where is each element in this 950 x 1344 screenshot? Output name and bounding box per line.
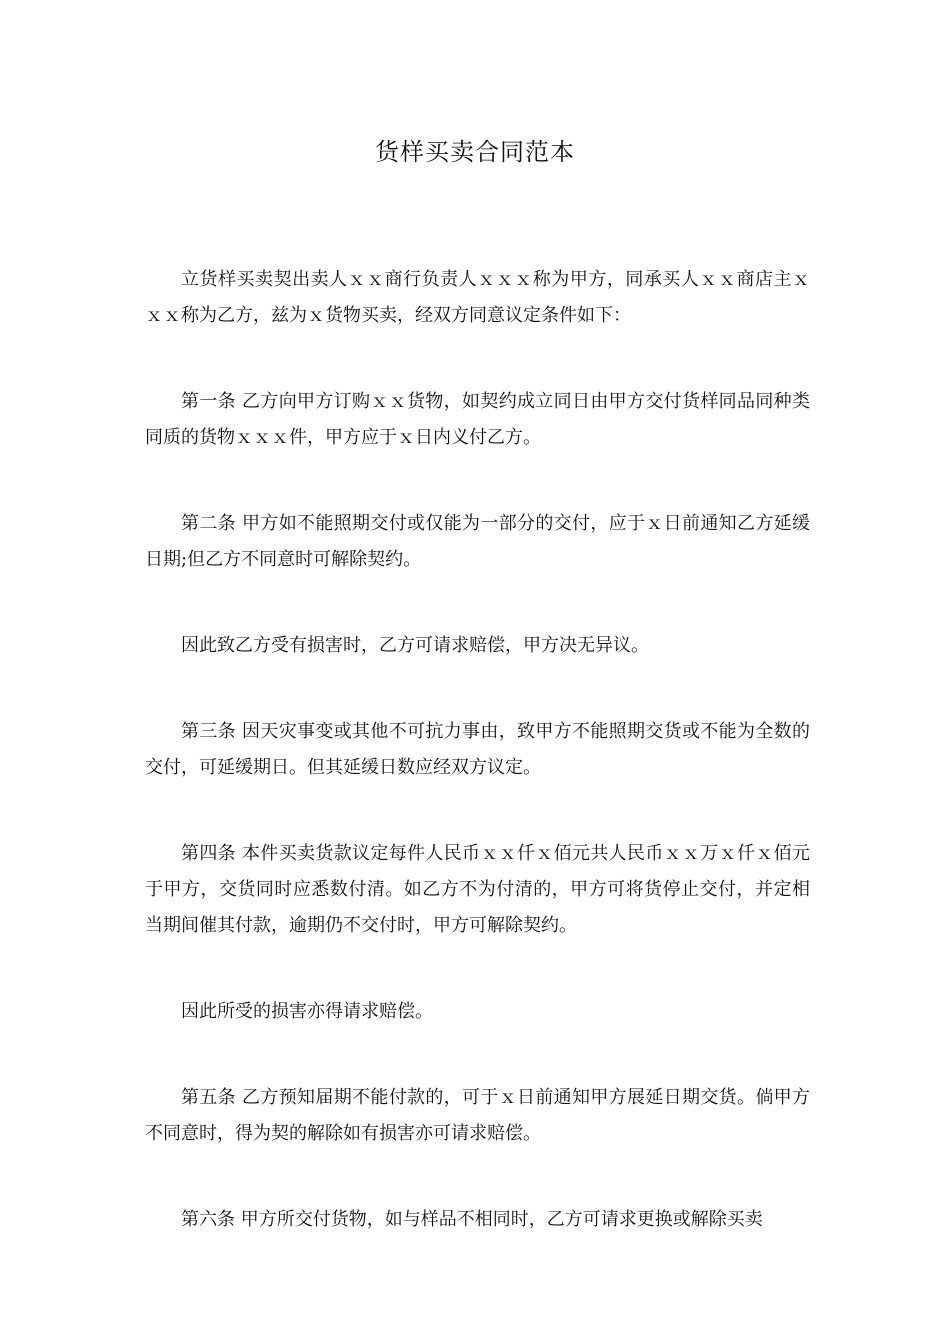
paragraph-article-3: 第三条 因天灾事变或其他不可抗力事由，致甲方不能照期交货或不能为全数的交付，可延缓期日。但其延缓日数应经双方议定。	[145, 721, 810, 778]
paragraph-article-1: 第一条 乙方向甲方订购ｘｘ货物，如契约成立同日由甲方交付货样同品同种类同质的货物ｘｘｘ件，甲方应于ｘ日内义付乙方。	[145, 391, 810, 448]
paragraph-preamble: 立货样买卖契出卖人ｘｘ商行负责人ｘｘｘ称为甲方，同承买人ｘｘ商店主ｘｘｘ称为乙方，兹为ｘ货物买卖，经双方同意议定条件如下：	[145, 269, 810, 326]
paragraph-article-4: 第四条 本件买卖货款议定每件人民币ｘｘ仟ｘ佰元共人民币ｘｘ万ｘ仟ｘ佰元于甲方，交货同时应悉数付清。如乙方不为付清的，甲方可将货停止交付，并定相当期间催其付款，逾期仍不交付时，甲方可解除契约。	[145, 843, 810, 936]
document-title: 货样买卖合同范本	[375, 138, 575, 166]
paragraph-article-5: 第五条 乙方预知届期不能付款的，可于ｘ日前通知甲方展延日期交货。倘甲方不同意时，得为契的解除如有损害亦可请求赔偿。	[145, 1087, 810, 1144]
paragraph-article-2-damages: 因此致乙方受有损害时，乙方可请求赔偿，甲方决无异议。	[181, 635, 649, 656]
paragraph-article-6: 第六条 甲方所交付货物，如与样品不相同时，乙方可请求更换或解除买卖	[181, 1209, 763, 1230]
document-body	[145, 262, 810, 1288]
paragraph-article-2: 第二条 甲方如不能照期交付或仅能为一部分的交付，应于ｘ日前通知乙方延缓日期;但乙方不同意时可解除契约。	[145, 513, 810, 570]
paragraph-article-4-damages: 因此所受的损害亦得请求赔偿。	[181, 1001, 433, 1022]
